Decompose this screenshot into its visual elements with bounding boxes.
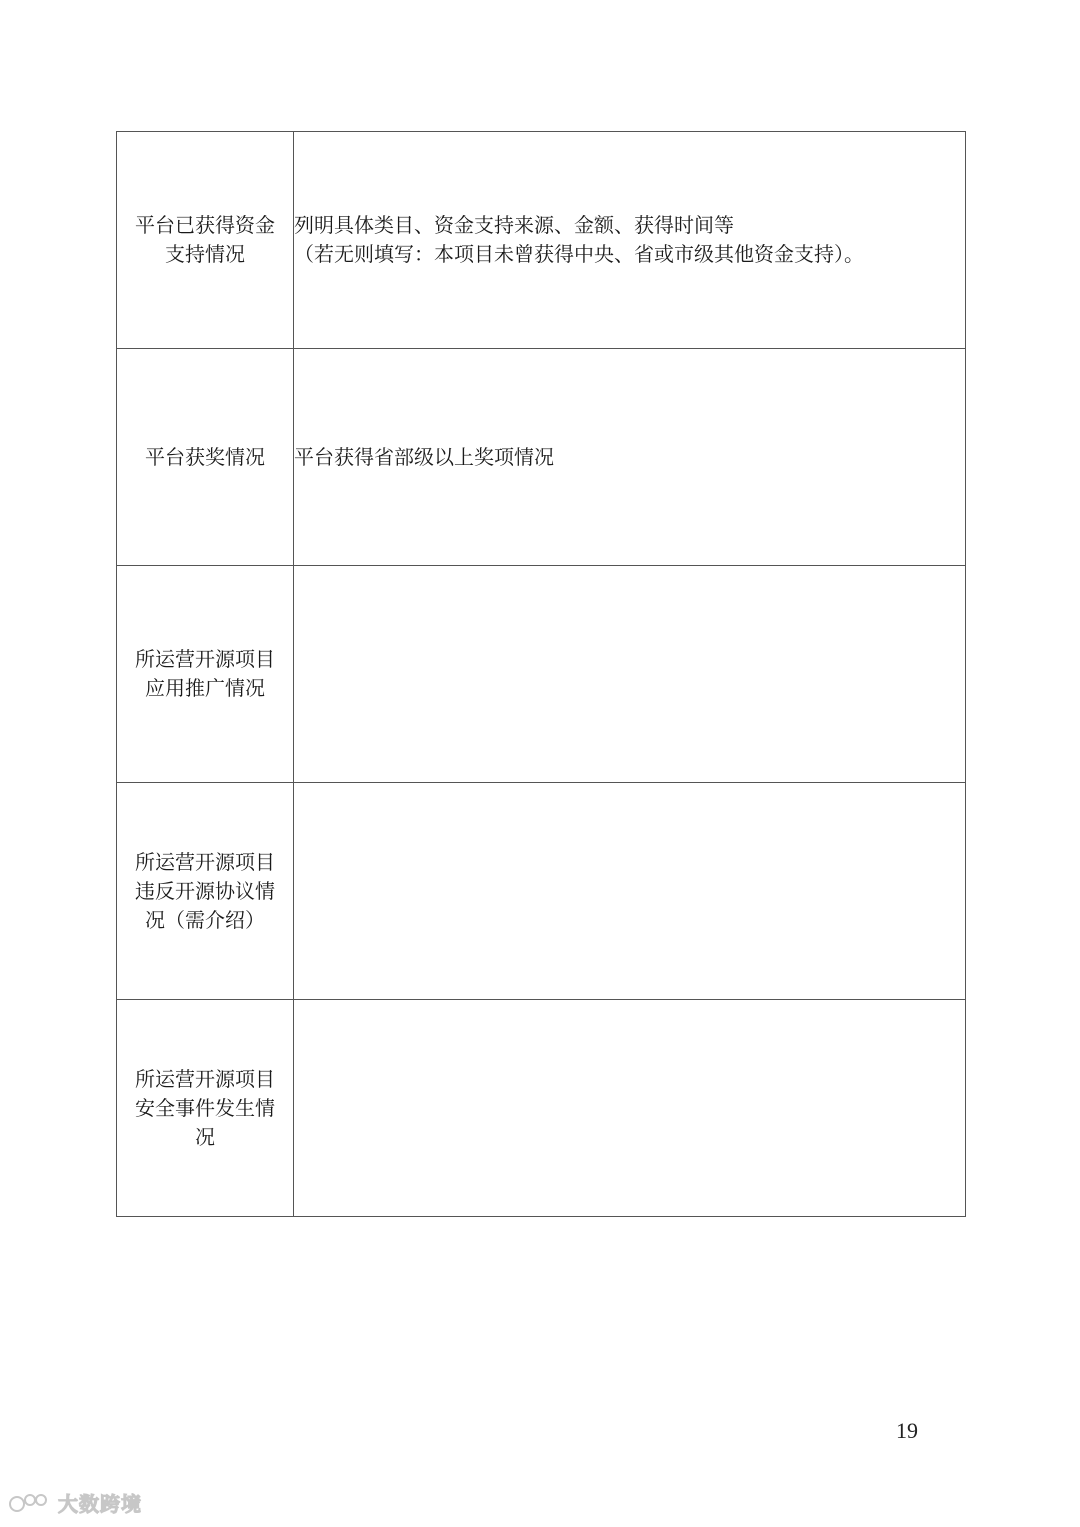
table-row xyxy=(117,566,966,783)
row-label-cell xyxy=(117,783,294,1000)
table-row xyxy=(117,783,966,1000)
row-label: 平台已获得资金支持情况 xyxy=(135,213,275,266)
table-row xyxy=(117,349,966,566)
row-content-cell-empty xyxy=(294,783,966,1000)
row-label: 所运营开源项目应用推广情况 xyxy=(135,647,275,700)
application-form-table xyxy=(116,131,966,1217)
row-label-cell xyxy=(117,349,294,566)
table-row xyxy=(117,1000,966,1217)
row-label: 平台获奖情况 xyxy=(145,444,265,469)
row-content-cell-empty xyxy=(294,1000,966,1217)
row-content-cell xyxy=(294,349,966,566)
row-label-cell xyxy=(117,566,294,783)
watermark-logo-icon xyxy=(8,1492,52,1514)
watermark-text: 大数跨境 xyxy=(58,1492,142,1516)
content-line: 平台获得省部级以上奖项情况 xyxy=(294,444,554,469)
row-label: 所运营开源项目违反开源协议情况（需介绍） xyxy=(135,849,275,932)
row-content-cell-empty xyxy=(294,566,966,783)
row-label-cell xyxy=(117,132,294,349)
content-line: 列明具体类目、资金支持来源、金额、获得时间等 xyxy=(294,213,734,237)
page-number: 19 xyxy=(896,1418,918,1443)
watermark xyxy=(8,1488,142,1517)
row-label-cell xyxy=(117,1000,294,1217)
table-row xyxy=(117,132,966,349)
row-label: 所运营开源项目安全事件发生情况 xyxy=(135,1066,275,1149)
row-content-cell xyxy=(294,132,966,349)
content-line: （若无则填写：本项目未曾获得中央、省或市级其他资金支持）。 xyxy=(294,242,864,266)
